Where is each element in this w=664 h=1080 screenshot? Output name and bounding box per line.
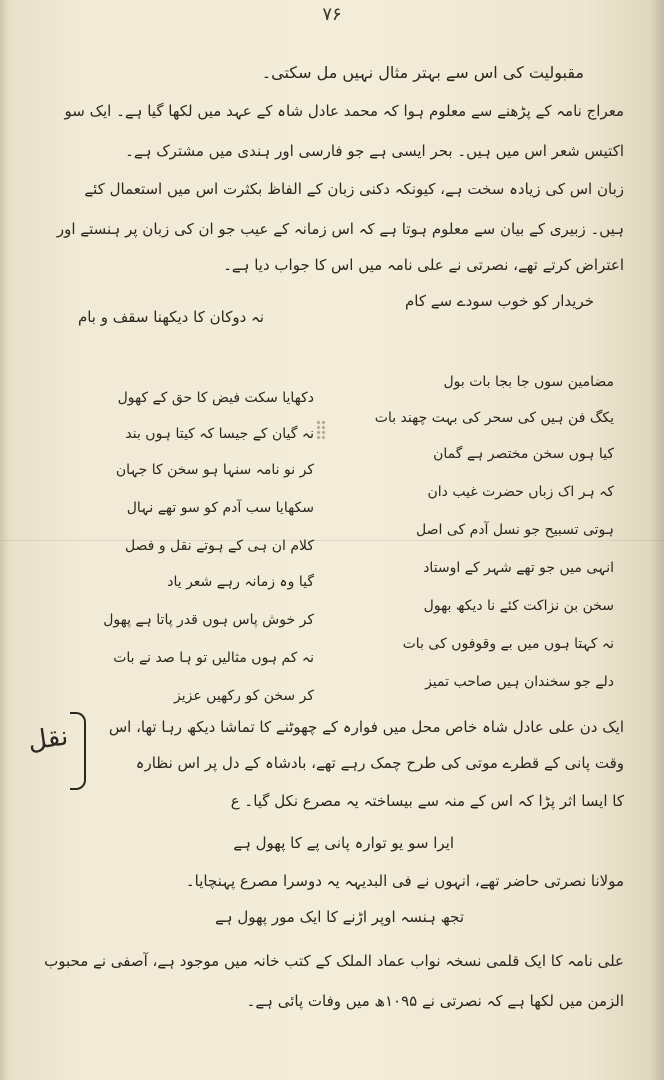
verse-right-8: نہ کہتا ہوں میں بے وقوفوں کی بات: [402, 636, 614, 652]
prose-line-4: زبان اس کی زیادہ سخت ہے، کیونکہ دکنی زبان کے الفاظ بکثرت اس میں استعمال کئے: [84, 180, 624, 198]
verse-left-1: دکھایا سکت فیض کا حق کے کھول: [117, 390, 314, 406]
verse-right-3: کیا ہوں سخن مختصر ہے گمان: [433, 446, 614, 462]
narrative-line-3: کا ایسا اثر پڑا کہ اس کے منہ سے بیساختہ یہ مصرع نکل گیا۔ ع: [230, 792, 624, 810]
narrative-line-5: علی نامہ کا ایک قلمی نسخہ نواب عماد الملک کے کتب خانہ میں موجود ہے، آصفی نے محبوب: [44, 952, 624, 970]
margin-note: نقل: [26, 721, 70, 757]
prose-line-6: اعتراض کرتے تھے، نصرتی نے علی نامہ میں اس کا جواب دیا ہے۔: [223, 256, 624, 274]
prose-line-1: مقبولیت کی اس سے بہتر مثال نہیں مل سکتی۔: [261, 63, 584, 82]
verse-left-8: نہ کم ہوں مثالیں تو ہا صد نے بات: [113, 650, 314, 666]
verse-left-9: کر سخن کو رکھیں عزیز: [174, 688, 314, 704]
verse-left-2: نہ گیان کے جیسا کہ کیتا ہوں بند: [125, 426, 314, 442]
couplet-intro-right: خریدار کو خوب سودے سے کام: [404, 292, 594, 310]
narrative-line-1: ایک دن علی عادل شاہ خاص محل میں فوارہ کے چھوٹنے کا تماشا دیکھ رہا تھا، اس: [108, 718, 624, 736]
margin-bracket: [70, 712, 86, 790]
narrative-verse-2: تجھ ہنسہ اوپر اڑنے کا ایک مور پھول ہے: [214, 908, 464, 926]
verse-right-1: مضامین سوں جا بجا بات بول: [443, 374, 614, 390]
verse-left-7: کر خوش پاس ہوں قدر پاتا ہے پھول: [103, 612, 314, 628]
prose-line-5: ہیں۔ زبیری کے بیان سے معلوم ہوتا ہے کہ اس زمانہ کے عیب جو ان کی زبان پر ہنستے اور: [56, 220, 624, 238]
verse-right-6: انہی میں جو تھے شہر کے اوستاد: [423, 560, 614, 576]
verse-right-5: ہوتی تسبیح جو نسل آدم کی اصل: [416, 522, 614, 538]
verse-right-4: کہ ہر اک زباں حضرت غیب دان: [427, 484, 614, 500]
verse-right-9: دلے جو سخندان ہیں صاحب تمیز: [425, 674, 614, 690]
verse-left-3: کر نو نامہ سنہا ہو سخن کا جہان: [115, 462, 314, 478]
narrative-verse-1: ایرا سو یو توارہ پانی پے کا پھول ہے: [233, 834, 454, 852]
verse-right-2: یکگ فن ہیں کی سحر کی بہت چھند بات: [374, 410, 614, 426]
verse-left-6: گیا وہ زمانہ رہے شعر یاد: [167, 574, 314, 590]
couplet-intro-left: نہ دوکان کا دیکھنا سقف و بام: [77, 308, 264, 326]
page-number: ۷۶: [322, 4, 342, 25]
verse-left-5: کلام ان ہی کے ہوتے نقل و فصل: [124, 538, 314, 554]
narrative-line-4: مولانا نصرتی حاضر تھے، انہوں نے فی البدیہہ یہ دوسرا مصرع پہنچایا۔: [185, 872, 624, 890]
verse-right-7: سخن بن نزاکت کئے نا دیکھ بھول: [423, 598, 614, 614]
narrative-line-2: وقت پانی کے قطرے موتی کی طرح چمک رہے تھے، بادشاہ کے دل پر اس نظارہ: [135, 754, 624, 772]
ink-speck: [316, 420, 326, 440]
prose-line-2: معراج نامہ کے پڑھنے سے معلوم ہوا کہ محمد عادل شاہ کے عہد میں لکھا گیا ہے۔ ایک سو: [64, 102, 624, 120]
prose-line-3: اکتیس شعر اس میں ہیں۔ بحر ایسی ہے جو فارسی اور ہندی میں مشترک ہے۔: [125, 142, 624, 160]
narrative-line-6: الزمن میں لکھا ہے کہ نصرتی نے ۱۰۹۵ھ میں وفات پائی ہے۔: [246, 992, 624, 1010]
verse-left-4: سکھایا سب آدم کو سو تھے نہال: [126, 500, 314, 516]
